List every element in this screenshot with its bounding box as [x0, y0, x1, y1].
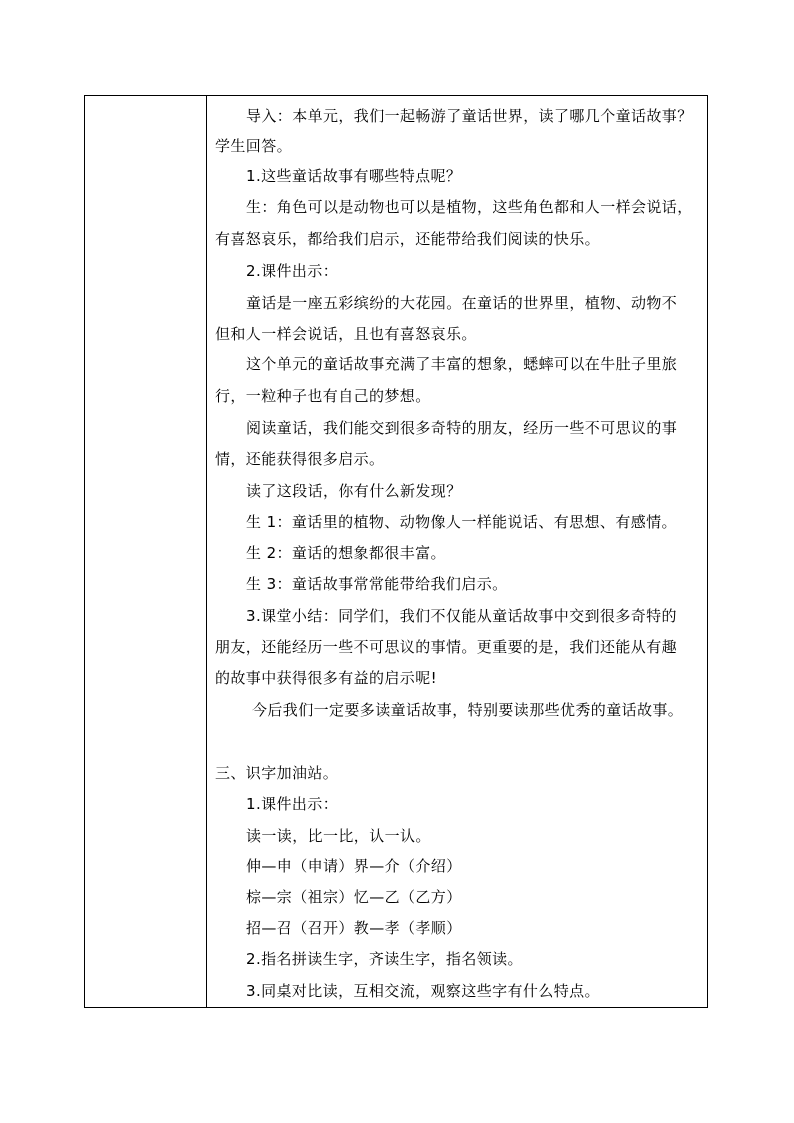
- text-line: 今后我们一定要多读童话故事，特别要读那些优秀的童话故事。: [252, 701, 684, 719]
- table-left-cell: [85, 96, 207, 1007]
- text-line: 导入：本单元，我们一起畅游了童话世界，读了哪几个童话故事？: [246, 107, 693, 125]
- text-line: 生：角色可以是动物也可以是植物，这些角色都和人一样会说话，: [246, 198, 693, 216]
- text-line: 1.课件出示：: [246, 795, 339, 813]
- text-line: 棕—宗（祖宗）忆—乙（乙方）: [246, 888, 462, 906]
- text-line: 朋友，还能经历一些不可思议的事情。更重要的是，我们还能从有趣: [215, 638, 678, 656]
- text-line: 有喜怒哀乐，都给我们启示，还能带给我们阅读的快乐。: [215, 230, 601, 248]
- table-content-cell: [208, 96, 707, 1007]
- text-line: 的故事中获得很多有益的启示呢!: [215, 669, 438, 687]
- text-line: 情，还能获得很多启示。: [215, 450, 385, 468]
- text-line: 读了这段话，你有什么新发现？: [246, 482, 462, 500]
- text-line: 3.同桌对比读，互相交流，观察这些字有什么特点。: [246, 982, 600, 1000]
- text-line: 读一读，比一比，认一认。: [246, 827, 431, 845]
- text-line: 2.课件出示：: [246, 262, 339, 280]
- text-line: 童话是一座五彩缤纷的大花园。在童话的世界里，植物、动物不: [246, 294, 678, 312]
- lesson-table: [84, 95, 708, 1008]
- text-line: 这个单元的童话故事充满了丰富的想象，蟋蟀可以在牛肚子里旅: [246, 355, 678, 373]
- text-line: 生 2：童话的想象都很丰富。: [246, 544, 446, 562]
- text-line: 3.课堂小结：同学们，我们不仅能从童话故事中交到很多奇特的: [246, 607, 677, 625]
- text-line: 阅读童话，我们能交到很多奇特的朋友，经历一些不可思议的事: [246, 419, 678, 437]
- text-line: 伸—申（申请）界—介（介绍）: [246, 857, 462, 875]
- section-heading: 三、识字加油站。: [215, 764, 339, 782]
- text-line: 行，一粒种子也有自己的梦想。: [215, 387, 431, 405]
- text-line: 生 1：童话里的植物、动物像人一样能说话、有思想、有感情。: [246, 513, 677, 531]
- text-line: 但和人一样会说话，且也有喜怒哀乐。: [215, 325, 477, 343]
- text-line: 招—召（召开）教—孝（孝顺）: [246, 919, 462, 937]
- text-line: 2.指名拼读生字，齐读生字，指名领读。: [246, 950, 523, 968]
- text-line: 生 3：童话故事常常能带给我们启示。: [246, 575, 508, 593]
- text-line: 学生回答。: [215, 137, 293, 155]
- text-line: 1.这些童话故事有哪些特点呢？: [246, 167, 462, 185]
